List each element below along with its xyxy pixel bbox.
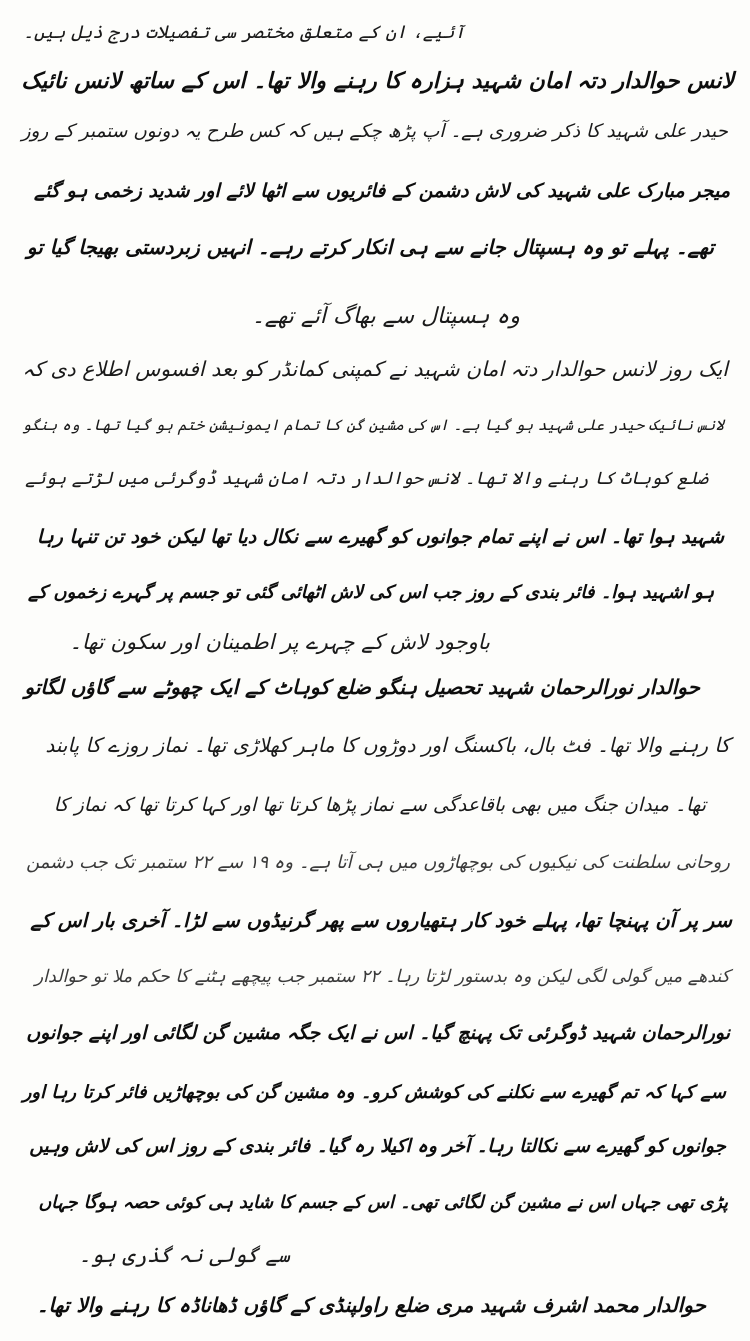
text-line-18: کندھے میں گولی لگی لیکن وہ بدستور لڑتا رہا۔ ۲۲ ستمبر جب پیچھے ہٹنے کا حکم ملا تو حوالدار <box>34 967 730 987</box>
text-line-12: باوجود لاش کے چہرے پر اطمینان اور سکون تھا۔ <box>69 630 490 654</box>
text-line-22: پڑی تھی جہاں اس نے مشین گن لگائی تھی۔ اس کے جسم کا شاید ہی کوئی حصہ ہوگا جہاں <box>38 1193 728 1213</box>
text-line-7: ایک روز لانس حوالدار دتہ امان شہید نے کمپنی کمانڈر کو بعد افسوس اطلاع دی کہ <box>22 357 728 381</box>
text-line-24: حوالدار محمد اشرف شہید مری ضلع راولپنڈی کے گاؤں ڈھاناڈہ کا رہنے والا تھا۔ <box>36 1293 706 1317</box>
text-line-1: آئیے، ان کے متعلق مختصر سی تفصیلات درج ذیل ہیں۔ <box>23 22 465 43</box>
text-line-23: سے گولی نہ گذری ہو۔ <box>78 1243 290 1267</box>
text-line-9: ضلع کوہاٹ کا رہنے والا تھا۔ لانس حوالدار دتہ امان شہید ڈوگرئی میں لڑتے ہوئے <box>25 469 708 489</box>
text-line-17: سر پر آن پہنچا تھا، پہلے خود کار ہتھیاروں سے پھر گرنیڈوں سے لڑا۔ آخری بار اس کے <box>30 909 732 932</box>
text-line-4: میجر مبارک علی شہید کی لاش دشمن کے فائریوں سے اٹھا لائے اور شدید زخمی ہو گئے <box>33 180 730 202</box>
text-line-11: ہو اشہید ہوا۔ فائر بندی کے روز جب اس کی لاش اٹھائی گئی تو جسم پر گہرے زخموں کے <box>27 582 714 603</box>
text-line-6: وہ ہسپتال سے بھاگ آئے تھے۔ <box>251 304 520 329</box>
text-line-3: حیدر علی شہید کا ذکر ضروری ہے۔ آپ پڑھ چکے ہیں کہ کس طرح یہ دونوں ستمبر کے روز <box>21 121 728 142</box>
text-line-14: کا رہنے والا تھا۔ فٹ بال، باکسنگ اور دوڑوں کا ماہر کھلاڑی تھا۔ نماز روزے کا پابند <box>45 733 730 757</box>
text-line-10: شہید ہوا تھا۔ اس نے اپنے تمام جوانوں کو گھیرے سے نکال دیا تھا لیکن خود تن تنہا رہا <box>36 526 724 548</box>
text-line-21: جوانوں کو گھیرے سے نکالتا رہا۔ آخر وہ اکیلا رہ گیا۔ فائر بندی کے روز اس کی لاش وہیں <box>29 1136 726 1157</box>
text-line-16: روحانی سلطنت کی نیکیوں کی بوچھاڑوں میں ہی آتا ہے۔ وہ ۱۹ سے ۲۲ ستمبر تک جب دشمن <box>26 852 730 873</box>
text-line-8: لانس نائیک حیدر علی شہید ہو گیا ہے۔ اس کی مشین گن کا تمام ایمونیشن ختم ہو گیا تھا۔ وہ ہنگو <box>22 416 724 434</box>
text-line-13: حوالدار نورالرحمان شہید تحصیل ہنگو ضلع کوہاٹ کے ایک چھوٹے سے گاؤں لگاتو <box>24 675 700 699</box>
text-line-19: نورالرحمان شہید ڈوگرئی تک پہنچ گیا۔ اس نے ایک جگہ مشین گن لگائی اور اپنے جوانوں <box>26 1022 730 1044</box>
text-line-2: لانس حوالدار دتہ امان شہید ہزارہ کا رہنے والا تھا۔ اس کے ساتھ لانس نائیک <box>21 68 734 94</box>
text-line-5: تھے۔ پہلے تو وہ ہسپتال جانے سے ہی انکار کرتے رہے۔ انہیں زبردستی بھیجا گیا تو <box>26 235 714 259</box>
text-line-15: تھا۔ میدان جنگ میں بھی باقاعدگی سے نماز پڑھا کرتا تھا اور کہا کرتا تھا کہ نماز کا <box>53 794 706 816</box>
text-line-20: سے کہا کہ تم گھیرے سے نکلنے کی کوشش کرو۔ وہ مشین گن کی بوچھاڑیں فائر کرتا رہا اور <box>22 1082 726 1103</box>
